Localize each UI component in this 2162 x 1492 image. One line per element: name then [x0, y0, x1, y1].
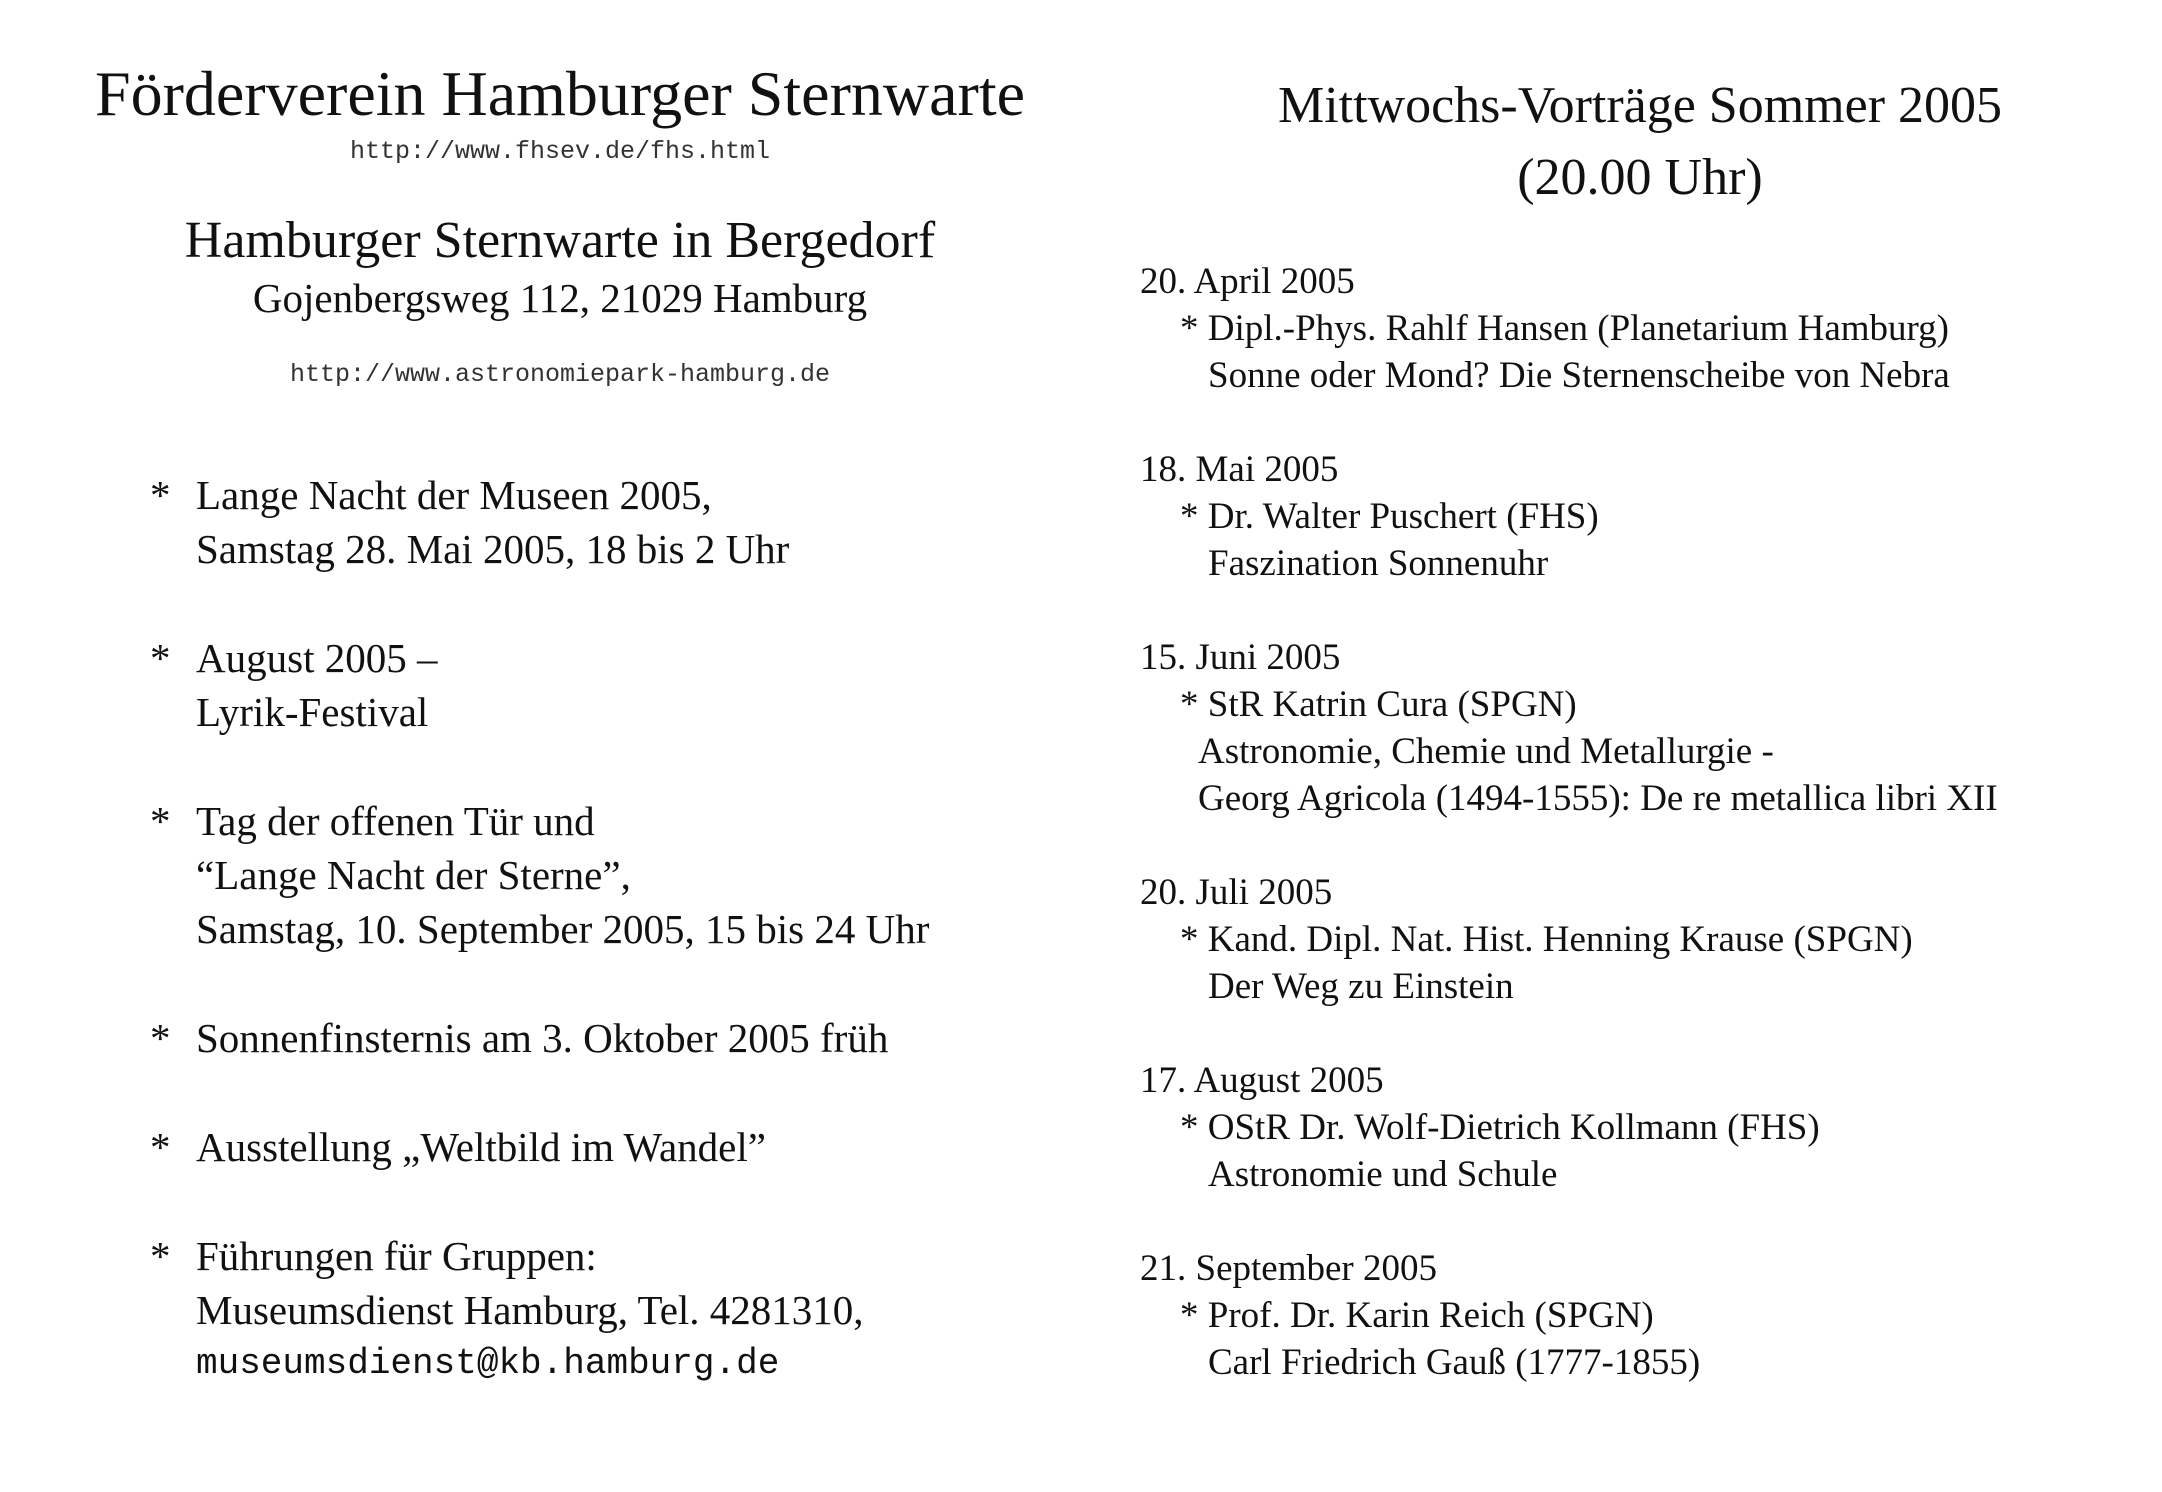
event-item — [150, 1120, 1110, 1174]
talk-date: 17. August 2005 — [1140, 1060, 1384, 1101]
talk-date: 18. Mai 2005 — [1140, 449, 1339, 490]
talk-topic: Faszination Sonnenuhr — [1208, 543, 1549, 584]
talk-topic: Der Weg zu Einstein — [1208, 966, 1514, 1007]
right-column — [1140, 0, 2140, 1492]
event-line: Lyrik-Festival — [196, 689, 429, 735]
talk-date: 20. Juli 2005 — [1140, 872, 1333, 913]
event-line: “Lange Nacht der Sterne”, — [196, 852, 631, 898]
observatory-name: Hamburger Sternwarte in Bergedorf — [184, 212, 936, 269]
talk-item — [1140, 1245, 2140, 1386]
talk-item — [1140, 446, 2140, 587]
talks-list — [1140, 258, 2140, 1433]
talk-date: 15. Juni 2005 — [1140, 637, 1341, 678]
talk-speaker: * Kand. Dipl. Nat. Hist. Henning Krause (SPGN) — [1180, 919, 1913, 960]
event-line: Museumsdienst Hamburg, Tel. 4281310, — [196, 1287, 864, 1333]
talk-date: 21. September 2005 — [1140, 1248, 1437, 1289]
event-line: Führungen für Gruppen: — [196, 1233, 597, 1279]
event-line: Sonnenfinsternis am 3. Oktober 2005 früh — [196, 1015, 889, 1061]
talk-item — [1140, 258, 2140, 399]
talk-speaker: * Dipl.-Phys. Rahlf Hansen (Planetarium Hamburg) — [1180, 308, 1949, 349]
lecture-series-time: (20.00 Uhr) — [1517, 149, 1763, 206]
event-item — [150, 631, 1110, 739]
events-list — [150, 468, 1110, 1446]
event-line: Lange Nacht der Museen 2005, — [196, 472, 712, 518]
lecture-series-title-line: Mittwochs-Vorträge Sommer 2005 — [1277, 77, 2003, 134]
talk-topic: Georg Agricola (1494-1555): De re metallica libri XII — [1198, 778, 1998, 819]
talk-topic: Astronomie, Chemie und Metallurgie - — [1198, 731, 1774, 772]
bullet-marker: * — [150, 635, 171, 681]
talk-date: 20. April 2005 — [1140, 261, 1355, 302]
event-item — [150, 468, 1110, 576]
event-item — [150, 1011, 1110, 1065]
page-title: Förderverein Hamburger Sternwarte — [94, 58, 1026, 129]
talk-item — [1140, 634, 2140, 822]
bullet-marker: * — [150, 798, 171, 844]
bullet-marker: * — [150, 1015, 171, 1061]
event-item — [150, 794, 1110, 956]
event-line: Ausstellung „Weltbild im Wandel” — [196, 1124, 766, 1170]
talk-item — [1140, 869, 2140, 1010]
fhs-url: http://www.fhsev.de/fhs.html — [349, 137, 771, 166]
talk-speaker: * OStR Dr. Wolf-Dietrich Kollmann (FHS) — [1180, 1107, 1820, 1148]
talk-speaker: * Prof. Dr. Karin Reich (SPGN) — [1180, 1295, 1654, 1336]
observatory-address: Gojenbergsweg 112, 21029 Hamburg — [252, 275, 868, 321]
bullet-marker: * — [150, 1124, 171, 1170]
event-line: Samstag, 10. September 2005, 15 bis 24 Uhr — [196, 906, 930, 952]
talk-item — [1140, 1057, 2140, 1198]
talk-topic: Carl Friedrich Gauß (1777-1855) — [1208, 1342, 1701, 1383]
contact-email: museumsdienst@kb.hamburg.de — [196, 1343, 780, 1384]
talk-speaker: * Dr. Walter Puschert (FHS) — [1180, 496, 1599, 537]
talk-topic: Sonne oder Mond? Die Sternenscheibe von Nebra — [1208, 355, 1950, 396]
lecture-series-title — [1140, 70, 2140, 214]
event-line: Samstag 28. Mai 2005, 18 bis 2 Uhr — [196, 526, 790, 572]
bullet-marker: * — [150, 1233, 171, 1279]
bullet-marker: * — [150, 472, 171, 518]
event-line: Tag der offenen Tür und — [196, 798, 595, 844]
event-line: August 2005 – — [196, 635, 438, 681]
event-item — [150, 1229, 1110, 1391]
astronomiepark-url: http://www.astronomiepark-hamburg.de — [289, 360, 831, 389]
talk-topic: Astronomie und Schule — [1208, 1154, 1558, 1195]
talk-speaker: * StR Katrin Cura (SPGN) — [1180, 684, 1577, 725]
